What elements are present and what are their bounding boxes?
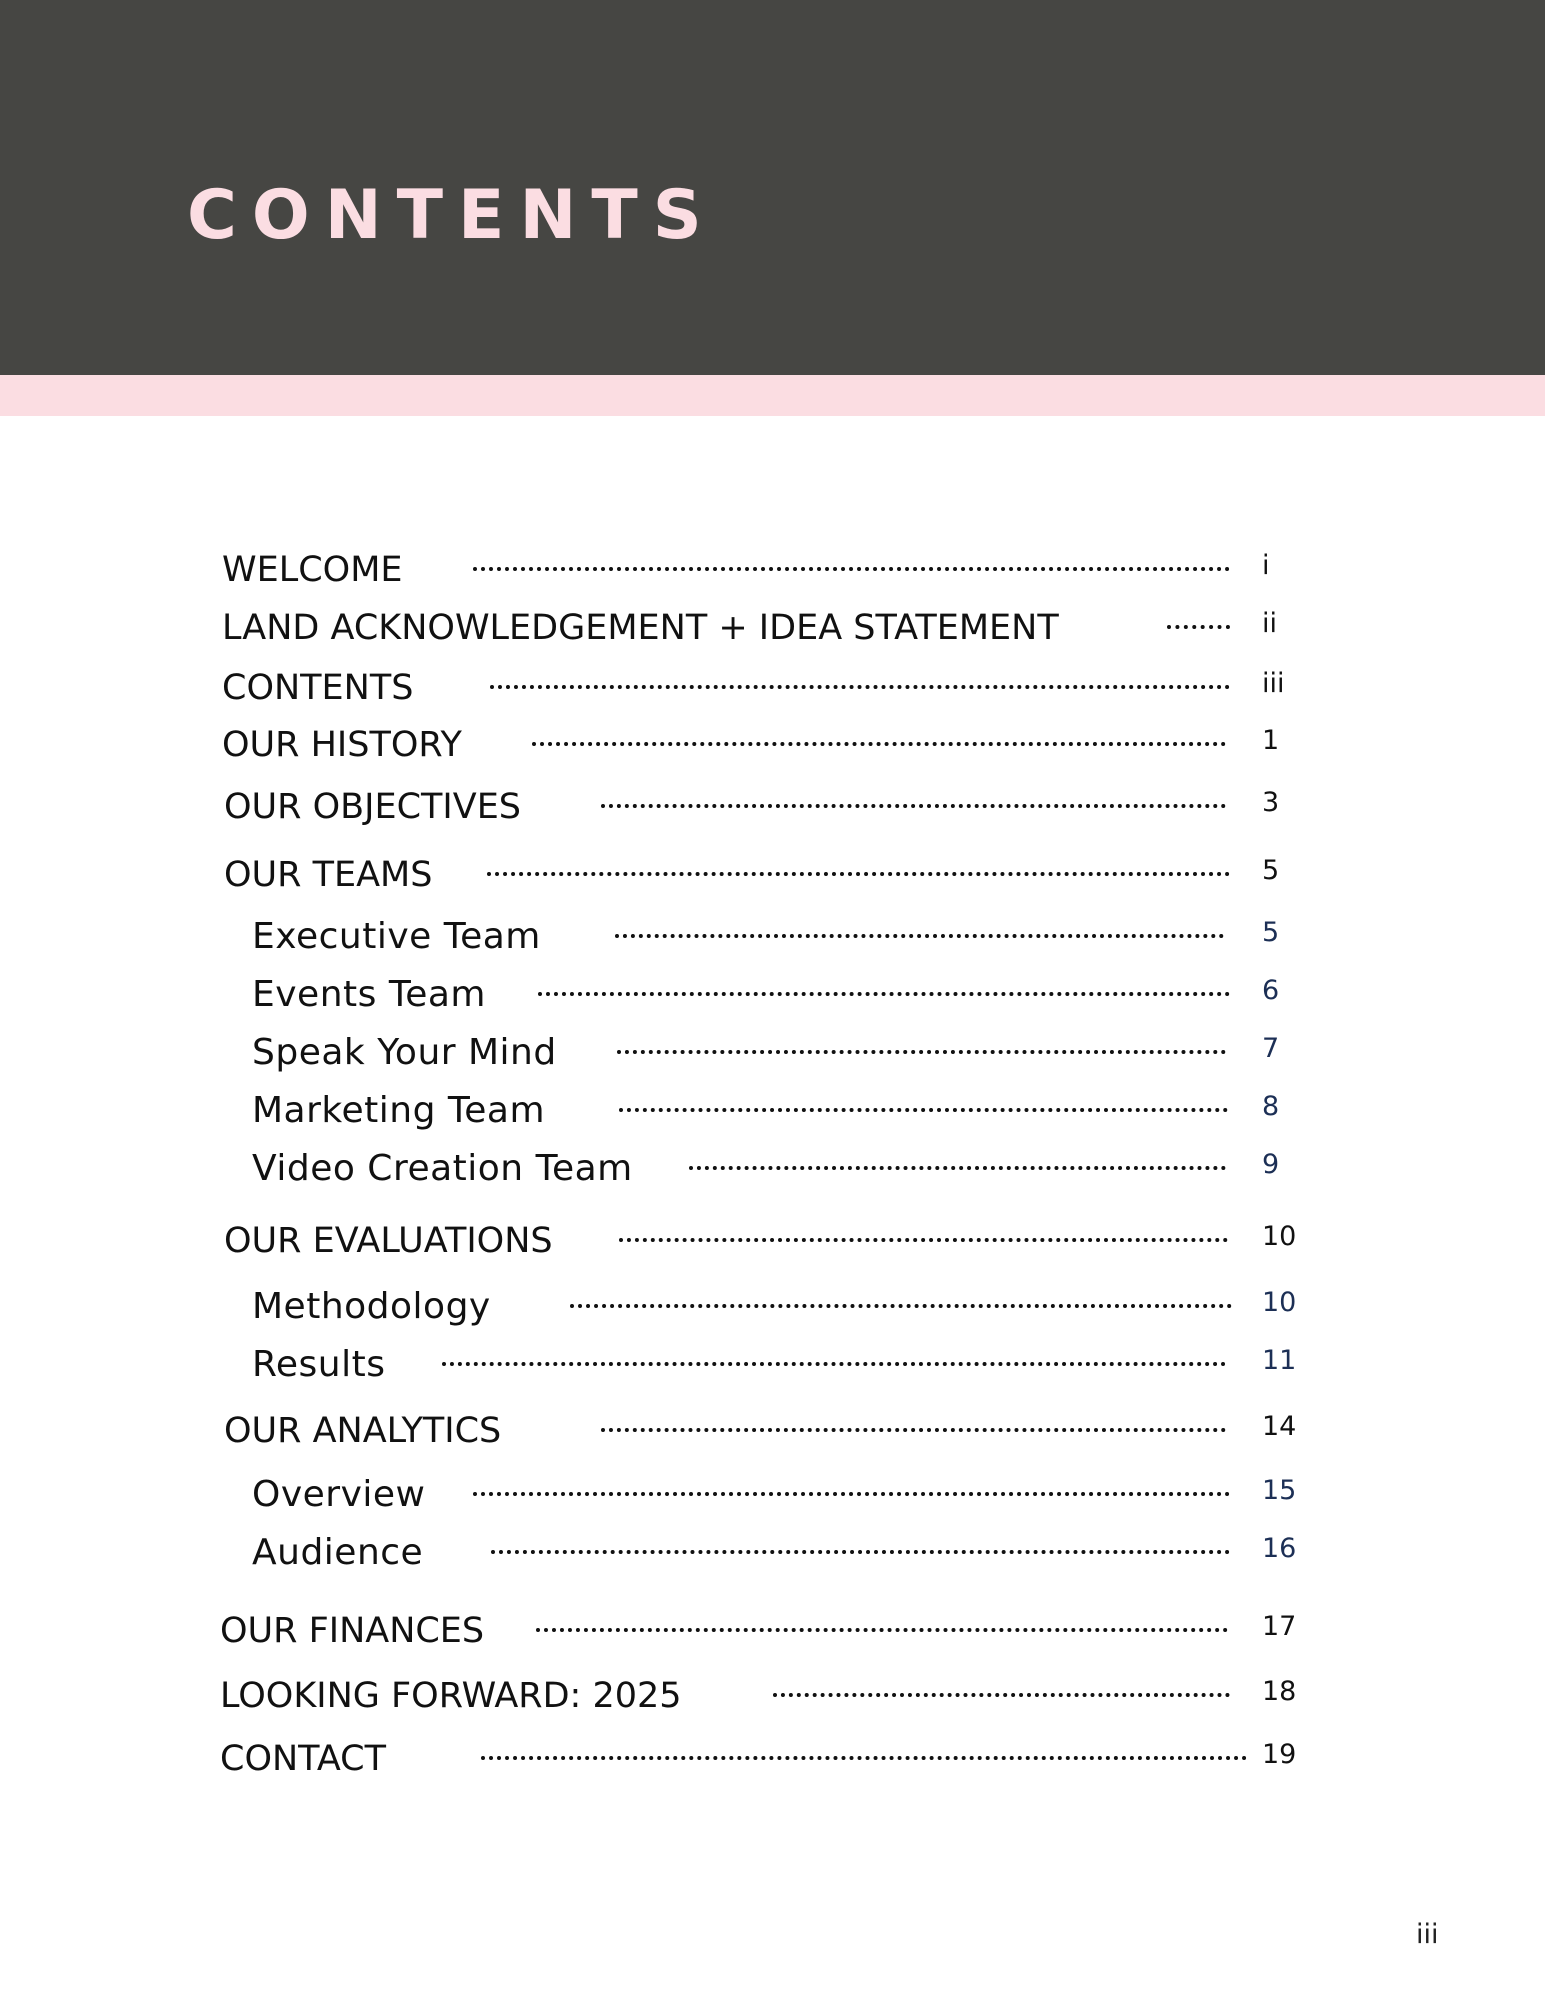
toc-entry-label: LAND ACKNOWLEDGEMENT + IDEA STATEMENT	[222, 608, 1059, 648]
toc-dot-leader	[490, 685, 1230, 689]
toc-entry-results[interactable]	[252, 1340, 1330, 1390]
toc-entry-events-team[interactable]	[252, 970, 1330, 1020]
toc-dot-leader	[570, 1304, 1232, 1308]
toc-dot-leader	[536, 1628, 1228, 1632]
toc-entry-welcome[interactable]	[222, 545, 1330, 595]
toc-entry-label: OUR OBJECTIVES	[224, 787, 522, 827]
page-title: CONTENTS	[187, 176, 717, 255]
toc-entry-label: Events Team	[252, 974, 486, 1015]
toc-entry-page: 10	[1262, 1287, 1297, 1318]
toc-entry-executive-team[interactable]	[252, 912, 1330, 962]
toc-entry-page: 18	[1262, 1676, 1297, 1707]
toc-entry-page: 17	[1262, 1611, 1297, 1642]
toc-dot-leader	[487, 872, 1230, 876]
toc-entry-label: Video Creation Team	[252, 1148, 633, 1189]
toc-dot-leader	[601, 804, 1226, 808]
toc-entry-page: 19	[1262, 1739, 1297, 1770]
toc-entry-video-creation-team[interactable]	[252, 1144, 1330, 1194]
toc-entry-label: Executive Team	[252, 916, 541, 957]
toc-entry-our-analytics[interactable]	[224, 1406, 1330, 1456]
toc-dot-leader	[442, 1362, 1226, 1366]
toc-entry-land-acknowledgement-idea-statement[interactable]	[222, 603, 1330, 653]
toc-dot-leader	[619, 1108, 1228, 1112]
toc-dot-leader	[532, 742, 1226, 746]
toc-entry-our-evaluations[interactable]	[224, 1216, 1330, 1266]
toc-entry-looking-forward-2025[interactable]	[220, 1671, 1330, 1721]
toc-entry-label: OUR ANALYTICS	[224, 1411, 502, 1451]
page-number: iii	[1416, 1919, 1439, 1950]
toc-dot-leader	[601, 1428, 1226, 1432]
toc-entry-marketing-team[interactable]	[252, 1086, 1330, 1136]
toc-entry-our-history[interactable]	[222, 720, 1330, 770]
toc-entry-page: 15	[1262, 1475, 1297, 1506]
toc-entry-label: Speak Your Mind	[252, 1032, 557, 1073]
toc-entry-page: iii	[1262, 668, 1285, 699]
toc-entry-methodology[interactable]	[252, 1282, 1330, 1332]
toc-entry-page: 5	[1262, 855, 1280, 886]
toc-entry-label: Overview	[252, 1474, 426, 1515]
toc-entry-page: 3	[1262, 787, 1280, 818]
toc-dot-leader	[481, 1756, 1247, 1760]
toc-entry-page: 16	[1262, 1533, 1297, 1564]
toc-entry-label: Results	[252, 1344, 386, 1385]
toc-entry-page: 8	[1262, 1091, 1280, 1122]
toc-entry-label: LOOKING FORWARD: 2025	[220, 1676, 682, 1716]
toc-entry-label: Marketing Team	[252, 1090, 546, 1131]
toc-entry-page: i	[1262, 550, 1270, 581]
toc-entry-audience[interactable]	[252, 1528, 1330, 1578]
toc-entry-label: OUR EVALUATIONS	[224, 1221, 553, 1261]
toc-entry-label: Methodology	[252, 1286, 491, 1327]
toc-entry-overview[interactable]	[252, 1470, 1330, 1520]
toc-dot-leader	[1167, 625, 1230, 629]
toc-dot-leader	[773, 1693, 1230, 1697]
toc-entry-our-finances[interactable]	[220, 1606, 1330, 1656]
toc-dot-leader	[689, 1166, 1226, 1170]
toc-entry-contact[interactable]	[220, 1734, 1330, 1784]
toc-entry-page: 6	[1262, 975, 1280, 1006]
toc-entry-label: CONTACT	[220, 1739, 386, 1779]
toc-entry-our-teams[interactable]	[224, 850, 1330, 900]
toc-entry-page: 10	[1262, 1221, 1297, 1252]
toc-entry-page: 14	[1262, 1411, 1297, 1442]
toc-entry-page: 11	[1262, 1345, 1297, 1376]
toc-entry-label: WELCOME	[222, 550, 403, 590]
toc-entry-page: 9	[1262, 1149, 1280, 1180]
toc-dot-leader	[491, 1550, 1230, 1554]
toc-entry-label: Audience	[252, 1532, 424, 1573]
toc-entry-contents[interactable]	[222, 663, 1330, 713]
toc-entry-our-objectives[interactable]	[224, 782, 1330, 832]
toc-entry-page: 7	[1262, 1033, 1280, 1064]
toc-dot-leader	[619, 1238, 1228, 1242]
toc-dot-leader	[617, 1050, 1226, 1054]
toc-dot-leader	[473, 1492, 1230, 1496]
toc-entry-label: CONTENTS	[222, 668, 414, 708]
toc-entry-label: OUR TEAMS	[224, 855, 433, 895]
toc-entry-label: OUR FINANCES	[220, 1611, 485, 1651]
toc-entry-speak-your-mind[interactable]	[252, 1028, 1330, 1078]
toc-entry-page: ii	[1262, 608, 1278, 639]
toc-entry-page: 5	[1262, 917, 1280, 948]
toc-dot-leader	[615, 934, 1224, 938]
toc-entry-label: OUR HISTORY	[222, 725, 462, 765]
toc-dot-leader	[473, 567, 1230, 571]
toc-entry-page: 1	[1262, 725, 1280, 756]
toc-dot-leader	[538, 992, 1230, 996]
